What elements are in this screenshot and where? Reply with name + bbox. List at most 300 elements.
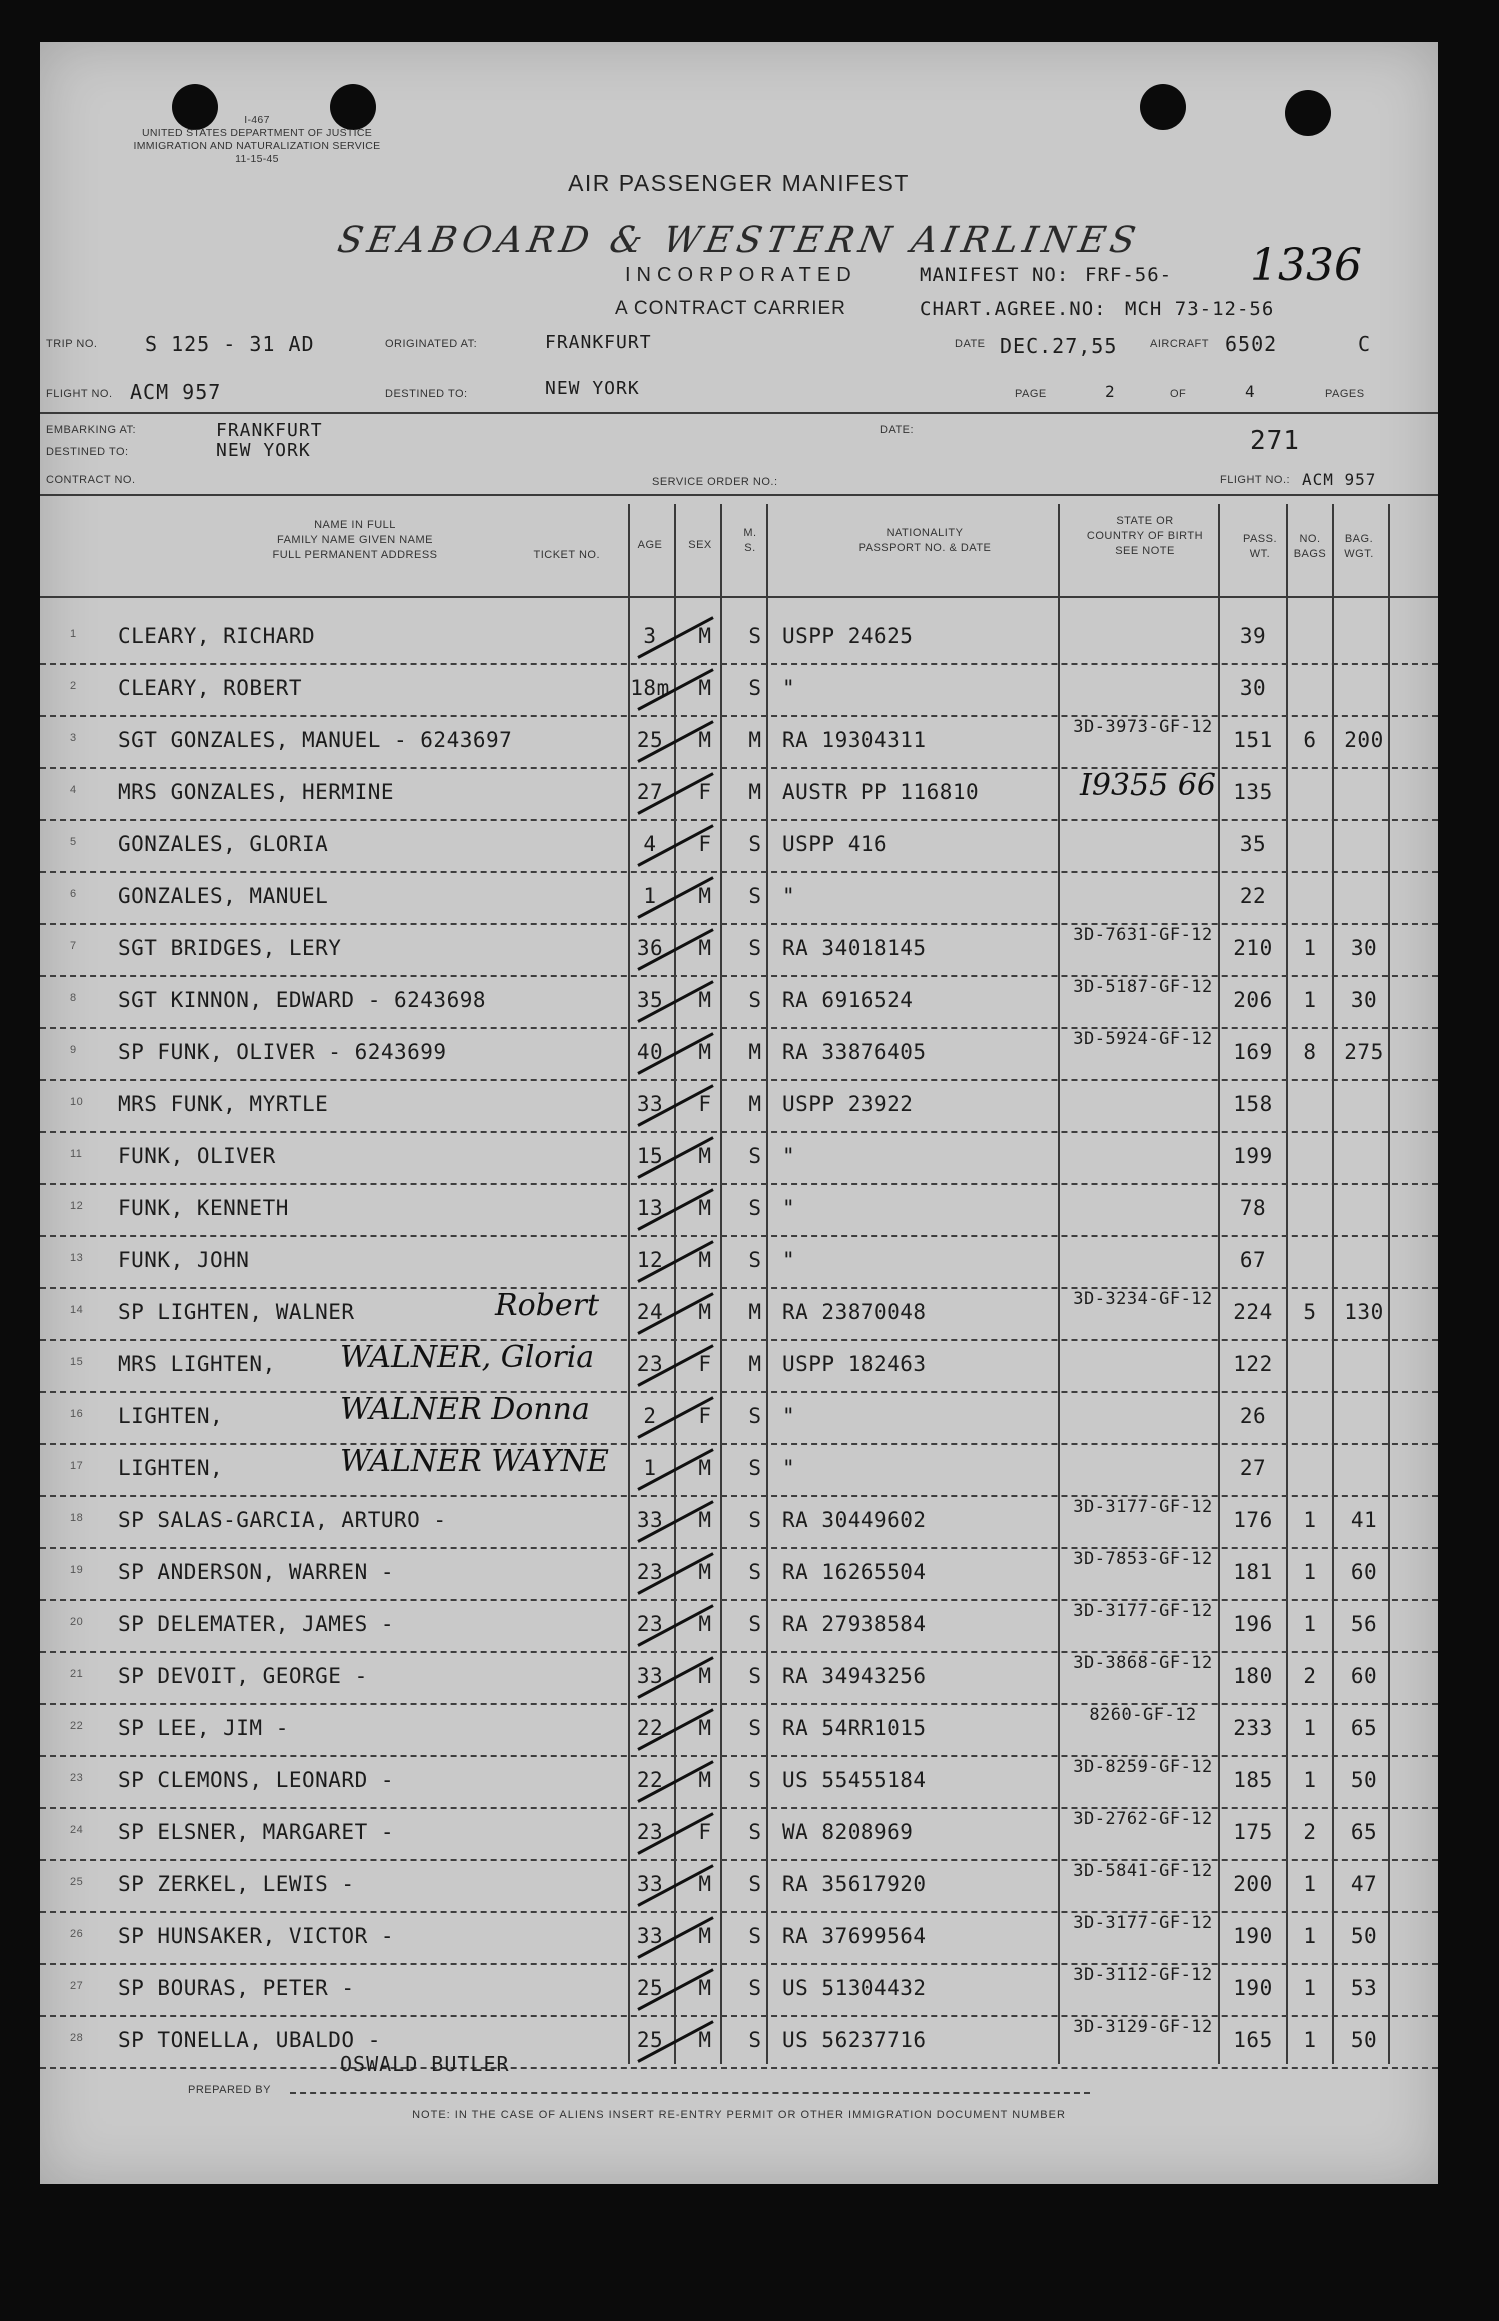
originated-value: FRANKFURT bbox=[545, 332, 652, 353]
embarking-value: FRANKFURT bbox=[216, 420, 323, 441]
cell-name: SP DELEMATER, JAMES - bbox=[118, 1612, 395, 1636]
service-order-label: SERVICE ORDER NO.: bbox=[652, 476, 778, 488]
cell-pp: RA 6916524 bbox=[782, 988, 914, 1012]
column-header-bag-weight: BAG. WGT. bbox=[1344, 533, 1374, 560]
cell-pp: RA 30449602 bbox=[782, 1508, 927, 1532]
cell-ms: S bbox=[748, 676, 762, 700]
cell-ms: S bbox=[748, 1820, 762, 1844]
cell-pp: USPP 24625 bbox=[782, 624, 914, 648]
cell-wt: 27 bbox=[1239, 1456, 1267, 1480]
table-row bbox=[40, 2016, 1438, 2068]
cell-bwt: 47 bbox=[1350, 1872, 1378, 1896]
cell-pp: US 56237716 bbox=[782, 2028, 927, 2052]
cell-wt: 181 bbox=[1233, 1560, 1273, 1584]
cell-bags: 1 bbox=[1303, 1508, 1317, 1532]
cell-bwt: 50 bbox=[1350, 1924, 1378, 1948]
cell-ms: M bbox=[748, 780, 762, 804]
column-header-ms: M. S. bbox=[743, 527, 757, 554]
of-label: OF bbox=[1170, 388, 1187, 400]
cell-ms: S bbox=[748, 1716, 762, 1740]
cell-bwt: 130 bbox=[1344, 1300, 1384, 1324]
cell-ms: S bbox=[748, 884, 762, 908]
cell-age: 23 bbox=[636, 1560, 664, 1584]
cell-name: SP ELSNER, MARGARET - bbox=[118, 1820, 395, 1844]
cell-num: 1 bbox=[70, 628, 77, 640]
cell-age: 33 bbox=[636, 1508, 664, 1532]
cell-state: 3D-3129-GF-12 bbox=[1073, 2017, 1213, 2037]
cell-state: 3D-5841-GF-12 bbox=[1073, 1861, 1213, 1881]
table-row bbox=[40, 820, 1438, 872]
cell-ms: M bbox=[748, 728, 762, 752]
cell-sex: M bbox=[698, 884, 712, 908]
cell-age: 12 bbox=[636, 1248, 664, 1272]
cell-num: 27 bbox=[70, 1980, 84, 1992]
cell-wt: 190 bbox=[1233, 1924, 1273, 1948]
cell-name: MRS LIGHTEN, bbox=[118, 1352, 276, 1376]
cell-num: 28 bbox=[70, 2032, 84, 2044]
cell-num: 9 bbox=[70, 1044, 77, 1056]
cell-wt: 190 bbox=[1233, 1976, 1273, 2000]
cell-wt: 26 bbox=[1239, 1404, 1267, 1428]
cell-bags: 1 bbox=[1303, 1872, 1317, 1896]
cell-wt: 22 bbox=[1239, 884, 1267, 908]
cell-age: 23 bbox=[636, 1352, 664, 1376]
cell-sex: M bbox=[698, 1872, 712, 1896]
rule bbox=[40, 596, 1438, 598]
cell-age: 1 bbox=[643, 1456, 657, 1480]
cell-pp: RA 34943256 bbox=[782, 1664, 927, 1688]
cell-sex: M bbox=[698, 1768, 712, 1792]
cell-wt: 224 bbox=[1233, 1300, 1273, 1324]
table-row bbox=[40, 1444, 1438, 1496]
table-row bbox=[40, 1548, 1438, 1600]
cell-pp: USPP 23922 bbox=[782, 1092, 914, 1116]
cell-bwt: 41 bbox=[1350, 1508, 1378, 1532]
table-row bbox=[40, 1080, 1438, 1132]
cell-ms: S bbox=[748, 1924, 762, 1948]
table-row bbox=[40, 872, 1438, 924]
cell-num: 3 bbox=[70, 732, 77, 744]
cell-sex: F bbox=[698, 780, 712, 804]
cell-name: GONZALES, GLORIA bbox=[118, 832, 329, 856]
embarking-label: EMBARKING AT: bbox=[46, 424, 137, 436]
aircraft-label: AIRCRAFT bbox=[1150, 338, 1209, 350]
cell-ms: S bbox=[748, 1664, 762, 1688]
table-row bbox=[40, 1288, 1438, 1340]
chart-agreement-number: MCH 73-12-56 bbox=[1125, 298, 1275, 320]
cell-pp: RA 19304311 bbox=[782, 728, 927, 752]
cell-name: SP ANDERSON, WARREN - bbox=[118, 1560, 395, 1584]
cell-sex: F bbox=[698, 1352, 712, 1376]
cell-pp: AUSTR PP 116810 bbox=[782, 780, 980, 804]
cell-pp: WA 8208969 bbox=[782, 1820, 914, 1844]
cell-age: 22 bbox=[636, 1768, 664, 1792]
cell-sex: M bbox=[698, 1040, 712, 1064]
cell-wt: 185 bbox=[1233, 1768, 1273, 1792]
table-row bbox=[40, 1600, 1438, 1652]
cell-num: 7 bbox=[70, 940, 77, 952]
table-row bbox=[40, 1860, 1438, 1912]
cell-ms: S bbox=[748, 1144, 762, 1168]
cell-wt: 67 bbox=[1239, 1248, 1267, 1272]
cell-age: 1 bbox=[643, 884, 657, 908]
cell-num: 23 bbox=[70, 1772, 84, 1784]
table-row bbox=[40, 1704, 1438, 1756]
cell-sex: M bbox=[698, 936, 712, 960]
cell-sex: F bbox=[698, 1820, 712, 1844]
cell-wt: 206 bbox=[1233, 988, 1273, 1012]
cell-sex: M bbox=[698, 1664, 712, 1688]
cell-num: 24 bbox=[70, 1824, 84, 1836]
cell-ms: S bbox=[748, 1976, 762, 2000]
table-row bbox=[40, 1392, 1438, 1444]
cell-wt: 78 bbox=[1239, 1196, 1267, 1220]
cell-bwt: 60 bbox=[1350, 1560, 1378, 1584]
cell-name: SP ZERKEL, LEWIS - bbox=[118, 1872, 355, 1896]
cell-bags: 2 bbox=[1303, 1664, 1317, 1688]
cell-age: 13 bbox=[636, 1196, 664, 1220]
cell-bags: 8 bbox=[1303, 1040, 1317, 1064]
cell-bwt: 60 bbox=[1350, 1664, 1378, 1688]
embark-destined-value: NEW YORK bbox=[216, 440, 311, 461]
table-row bbox=[40, 1132, 1438, 1184]
cell-pp: " bbox=[782, 1248, 796, 1272]
cell-name: MRS GONZALES, HERMINE bbox=[118, 780, 395, 804]
cell-pp: RA 35617920 bbox=[782, 1872, 927, 1896]
passenger-count: 271 bbox=[1250, 426, 1300, 456]
cell-pp: " bbox=[782, 1144, 796, 1168]
cell-ms: M bbox=[748, 1352, 762, 1376]
cell-name: SP HUNSAKER, VICTOR - bbox=[118, 1924, 395, 1948]
cell-bwt: 200 bbox=[1344, 728, 1384, 752]
form-identifier: I-467 UNITED STATES DEPARTMENT OF JUSTICE IMMIGRATION AND NATURALIZATION SERVICE 11-15-45 bbox=[133, 114, 381, 165]
cell-pp: RA 37699564 bbox=[782, 1924, 927, 1948]
table-row bbox=[40, 1184, 1438, 1236]
destined-value: NEW YORK bbox=[545, 378, 640, 399]
cell-age: 25 bbox=[636, 2028, 664, 2052]
cell-pp: RA 23870048 bbox=[782, 1300, 927, 1324]
table-row bbox=[40, 612, 1438, 664]
cell-state: 3D-3177-GF-12 bbox=[1073, 1497, 1213, 1517]
cell-name: FUNK, JOHN bbox=[118, 1248, 250, 1272]
cell-pp: RA 16265504 bbox=[782, 1560, 927, 1584]
cell-age: 2 bbox=[643, 1404, 657, 1428]
cell-age: 33 bbox=[636, 1872, 664, 1896]
cell-bwt: 53 bbox=[1350, 1976, 1378, 2000]
aircraft-value: 6502 bbox=[1225, 332, 1278, 356]
cell-pp: US 55455184 bbox=[782, 1768, 927, 1792]
cell-sex: F bbox=[698, 1092, 712, 1116]
table-row bbox=[40, 1496, 1438, 1548]
cell-pp: RA 34018145 bbox=[782, 936, 927, 960]
cell-ms: S bbox=[748, 1560, 762, 1584]
contract-label: CONTRACT NO. bbox=[46, 474, 136, 486]
cell-name: SP SALAS-GARCIA, ARTURO - bbox=[118, 1508, 447, 1532]
cell-bags: 5 bbox=[1303, 1300, 1317, 1324]
cell-num: 14 bbox=[70, 1304, 84, 1316]
embark-date-label: DATE: bbox=[880, 424, 915, 436]
cell-sex: M bbox=[698, 624, 712, 648]
manifest-number: FRF-56- bbox=[1085, 264, 1173, 286]
cell-wt: 169 bbox=[1233, 1040, 1273, 1064]
punch-hole bbox=[1140, 84, 1186, 130]
cell-name: CLEARY, RICHARD bbox=[118, 624, 316, 648]
cell-bwt: 50 bbox=[1350, 1768, 1378, 1792]
column-header-name: NAME IN FULL FAMILY NAME GIVEN NAME FULL PERMANENT ADDRESS TICKET NO. bbox=[272, 519, 600, 561]
cell-name: CLEARY, ROBERT bbox=[118, 676, 303, 700]
pages-value: 4 bbox=[1245, 382, 1256, 401]
table-row bbox=[40, 924, 1438, 976]
cell-sex: F bbox=[698, 832, 712, 856]
cell-name: SP LEE, JIM - bbox=[118, 1716, 289, 1740]
cell-age: 18m bbox=[630, 676, 670, 700]
cell-state: 3D-5924-GF-12 bbox=[1073, 1029, 1213, 1049]
cell-wt: 180 bbox=[1233, 1664, 1273, 1688]
aircraft-suffix: C bbox=[1358, 332, 1372, 356]
table-row bbox=[40, 1964, 1438, 2016]
cell-age: 33 bbox=[636, 1664, 664, 1688]
cell-bags: 1 bbox=[1303, 988, 1317, 1012]
cell-age: 40 bbox=[636, 1040, 664, 1064]
cell-age: 15 bbox=[636, 1144, 664, 1168]
cell-sex: M bbox=[698, 1560, 712, 1584]
cell-sex: M bbox=[698, 1196, 712, 1220]
prepared-by-label: PREPARED BY bbox=[188, 2084, 271, 2096]
flight-label: FLIGHT NO. bbox=[46, 388, 113, 400]
cell-name: FUNK, KENNETH bbox=[118, 1196, 289, 1220]
cell-sex: M bbox=[698, 1144, 712, 1168]
airline-name: SEABOARD & WESTERN AIRLINES bbox=[334, 220, 1144, 261]
cell-pp: " bbox=[782, 1456, 796, 1480]
cell-name: SP CLEMONS, LEONARD - bbox=[118, 1768, 395, 1792]
cell-bwt: 56 bbox=[1350, 1612, 1378, 1636]
cell-bwt: 65 bbox=[1350, 1716, 1378, 1740]
cell-name: LIGHTEN, bbox=[118, 1456, 224, 1480]
footer-note: NOTE: IN THE CASE OF ALIENS INSERT RE-ENTRY PERMIT OR OTHER IMMIGRATION DOCUMENT NUMBER bbox=[412, 2109, 1066, 2121]
cell-name: GONZALES, MANUEL bbox=[118, 884, 329, 908]
cell-sex: M bbox=[698, 1716, 712, 1740]
cell-state: 3D-3973-GF-12 bbox=[1073, 717, 1213, 737]
cell-bwt: 275 bbox=[1344, 1040, 1384, 1064]
cell-pp: " bbox=[782, 1404, 796, 1428]
cell-wt: 158 bbox=[1233, 1092, 1273, 1116]
embark-flight-label: FLIGHT NO.: bbox=[1220, 474, 1291, 486]
cell-name: SP FUNK, OLIVER - 6243699 bbox=[118, 1040, 447, 1064]
cell-ms: S bbox=[748, 1248, 762, 1272]
cell-wt: 210 bbox=[1233, 936, 1273, 960]
cell-num: 5 bbox=[70, 836, 77, 848]
cell-wt: 39 bbox=[1239, 624, 1267, 648]
cell-state: 3D-7853-GF-12 bbox=[1073, 1549, 1213, 1569]
handwritten-annotation: Robert bbox=[495, 1288, 600, 1323]
cell-pp: US 51304432 bbox=[782, 1976, 927, 2000]
column-header-state: STATE OR COUNTRY OF BIRTH SEE NOTE bbox=[1086, 515, 1204, 557]
cell-pp: RA 54RR1015 bbox=[782, 1716, 927, 1740]
table-row bbox=[40, 976, 1438, 1028]
cell-age: 22 bbox=[636, 1716, 664, 1740]
cell-state: 3D-3112-GF-12 bbox=[1073, 1965, 1213, 1985]
chart-agreement-label: CHART.AGREE.NO: bbox=[920, 298, 1107, 320]
cell-name: MRS FUNK, MYRTLE bbox=[118, 1092, 329, 1116]
cell-wt: 200 bbox=[1233, 1872, 1273, 1896]
cell-bwt: 50 bbox=[1350, 2028, 1378, 2052]
cell-bags: 1 bbox=[1303, 936, 1317, 960]
cell-age: 23 bbox=[636, 1820, 664, 1844]
cell-age: 23 bbox=[636, 1612, 664, 1636]
cell-ms: S bbox=[748, 1456, 762, 1480]
cell-state: 8260-GF-12 bbox=[1089, 1705, 1197, 1725]
cell-num: 16 bbox=[70, 1408, 84, 1420]
cell-ms: S bbox=[748, 624, 762, 648]
punch-hole bbox=[1285, 90, 1331, 136]
column-header-weight: PASS. WT. bbox=[1242, 533, 1278, 560]
cell-num: 25 bbox=[70, 1876, 84, 1888]
table-row bbox=[40, 1028, 1438, 1080]
column-header-age: AGE bbox=[637, 539, 663, 551]
cell-state: 3D-8259-GF-12 bbox=[1073, 1757, 1213, 1777]
table-row bbox=[40, 1756, 1438, 1808]
cell-bags: 6 bbox=[1303, 728, 1317, 752]
column-header-nationality: NATIONALITY PASSPORT NO. & DATE bbox=[858, 527, 992, 554]
handwritten-annotation: I9355 66 bbox=[1080, 768, 1216, 803]
cell-num: 6 bbox=[70, 888, 77, 900]
cell-age: 4 bbox=[643, 832, 657, 856]
cell-wt: 35 bbox=[1239, 832, 1267, 856]
cell-age: 3 bbox=[643, 624, 657, 648]
cell-bwt: 30 bbox=[1350, 936, 1378, 960]
cell-pp: RA 27938584 bbox=[782, 1612, 927, 1636]
trip-number: S 125 - 31 AD bbox=[145, 332, 315, 356]
table-row bbox=[40, 768, 1438, 820]
table-row bbox=[40, 1236, 1438, 1288]
handwritten-annotation: WALNER, Gloria bbox=[340, 1340, 595, 1375]
cell-state: 3D-3177-GF-12 bbox=[1073, 1913, 1213, 1933]
cell-state: 3D-3868-GF-12 bbox=[1073, 1653, 1213, 1673]
cell-sex: M bbox=[698, 1508, 712, 1532]
cell-pp: USPP 416 bbox=[782, 832, 888, 856]
cell-state: 3D-3177-GF-12 bbox=[1073, 1601, 1213, 1621]
cell-ms: S bbox=[748, 832, 762, 856]
embark-destined-label: DESTINED TO: bbox=[46, 446, 129, 458]
cell-ms: S bbox=[748, 988, 762, 1012]
cell-bwt: 30 bbox=[1350, 988, 1378, 1012]
cell-num: 26 bbox=[70, 1928, 84, 1940]
cell-pp: USPP 182463 bbox=[782, 1352, 927, 1376]
cell-sex: M bbox=[698, 2028, 712, 2052]
cell-num: 13 bbox=[70, 1252, 84, 1264]
cell-age: 24 bbox=[636, 1300, 664, 1324]
cell-name: FUNK, OLIVER bbox=[118, 1144, 276, 1168]
cell-sex: F bbox=[698, 1404, 712, 1428]
cell-num: 20 bbox=[70, 1616, 84, 1628]
cell-age: 27 bbox=[636, 780, 664, 804]
prepared-by-line bbox=[290, 2092, 1090, 2094]
cell-pp: RA 33876405 bbox=[782, 1040, 927, 1064]
cell-pp: " bbox=[782, 676, 796, 700]
cell-wt: 196 bbox=[1233, 1612, 1273, 1636]
cell-ms: S bbox=[748, 2028, 762, 2052]
cell-num: 8 bbox=[70, 992, 77, 1004]
cell-num: 10 bbox=[70, 1096, 84, 1108]
cell-bags: 2 bbox=[1303, 1820, 1317, 1844]
cell-wt: 175 bbox=[1233, 1820, 1273, 1844]
cell-name: SP DEVOIT, GEORGE - bbox=[118, 1664, 368, 1688]
cell-bags: 1 bbox=[1303, 1612, 1317, 1636]
cell-bags: 1 bbox=[1303, 1716, 1317, 1740]
cell-name: SGT BRIDGES, LERY bbox=[118, 936, 342, 960]
cell-ms: M bbox=[748, 1092, 762, 1116]
cell-wt: 165 bbox=[1233, 2028, 1273, 2052]
manifest-page bbox=[40, 42, 1438, 2184]
cell-name: SP TONELLA, UBALDO - bbox=[118, 2028, 381, 2052]
cell-sex: M bbox=[698, 1456, 712, 1480]
cell-sex: M bbox=[698, 1976, 712, 2000]
cell-wt: 199 bbox=[1233, 1144, 1273, 1168]
cell-wt: 176 bbox=[1233, 1508, 1273, 1532]
cell-age: 36 bbox=[636, 936, 664, 960]
cell-ms: S bbox=[748, 1612, 762, 1636]
cell-name: SGT KINNON, EDWARD - 6243698 bbox=[118, 988, 487, 1012]
cell-sex: M bbox=[698, 988, 712, 1012]
cell-sex: M bbox=[698, 1248, 712, 1272]
cell-num: 22 bbox=[70, 1720, 84, 1732]
cell-age: 25 bbox=[636, 728, 664, 752]
cell-name: LIGHTEN, bbox=[118, 1404, 224, 1428]
prepared-by-name: OSWALD BUTLER bbox=[340, 2052, 510, 2076]
cell-age: 33 bbox=[636, 1092, 664, 1116]
cell-ms: M bbox=[748, 1040, 762, 1064]
date-label: DATE bbox=[955, 338, 986, 350]
cell-ms: S bbox=[748, 1768, 762, 1792]
cell-age: 33 bbox=[636, 1924, 664, 1948]
page-value: 2 bbox=[1105, 382, 1116, 401]
cell-num: 11 bbox=[70, 1148, 83, 1160]
cell-name: SP LIGHTEN, WALNER bbox=[118, 1300, 355, 1324]
cell-name: SP BOURAS, PETER - bbox=[118, 1976, 355, 2000]
cell-age: 35 bbox=[636, 988, 664, 1012]
date-value: DEC.27,55 bbox=[1000, 334, 1118, 358]
table-row bbox=[40, 1652, 1438, 1704]
pages-label: PAGES bbox=[1325, 388, 1365, 400]
cell-sex: M bbox=[698, 728, 712, 752]
cell-bags: 1 bbox=[1303, 1976, 1317, 2000]
cell-ms: S bbox=[748, 1196, 762, 1220]
cell-wt: 135 bbox=[1233, 780, 1273, 804]
cell-wt: 122 bbox=[1233, 1352, 1273, 1376]
rule bbox=[40, 412, 1438, 414]
cell-ms: S bbox=[748, 936, 762, 960]
flight-number: ACM 957 bbox=[130, 380, 222, 404]
page-label: PAGE bbox=[1015, 388, 1047, 400]
cell-name: SGT GONZALES, MANUEL - 6243697 bbox=[118, 728, 513, 752]
incorporated-label: INCORPORATED bbox=[625, 264, 857, 286]
cell-wt: 233 bbox=[1233, 1716, 1273, 1740]
cell-wt: 30 bbox=[1239, 676, 1267, 700]
row-rule bbox=[40, 2067, 1438, 2069]
table-row bbox=[40, 1808, 1438, 1860]
cell-age: 25 bbox=[636, 1976, 664, 2000]
cell-bags: 1 bbox=[1303, 1560, 1317, 1584]
trip-label: TRIP NO. bbox=[46, 338, 98, 350]
cell-bags: 1 bbox=[1303, 1768, 1317, 1792]
rule bbox=[40, 494, 1438, 496]
cell-num: 15 bbox=[70, 1356, 84, 1368]
destined-label: DESTINED TO: bbox=[385, 388, 468, 400]
manifest-label: MANIFEST NO: bbox=[920, 264, 1070, 286]
cell-wt: 151 bbox=[1233, 728, 1273, 752]
cell-num: 21 bbox=[70, 1668, 84, 1680]
cell-num: 19 bbox=[70, 1564, 84, 1576]
